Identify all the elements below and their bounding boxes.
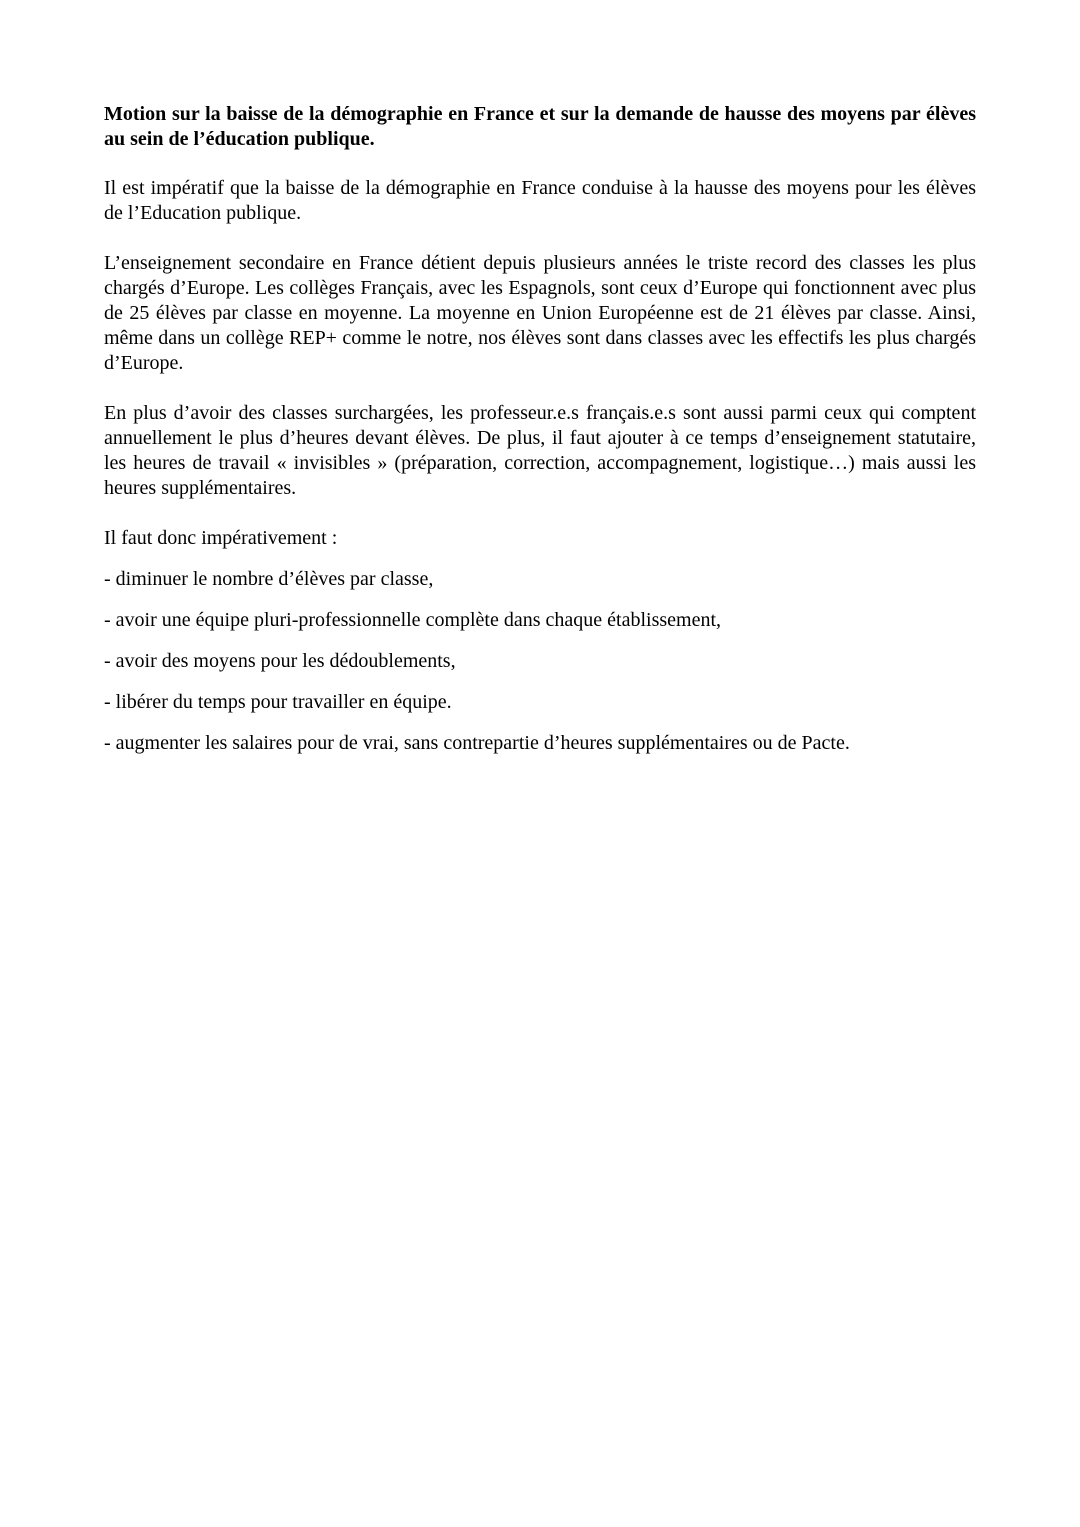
demands-list bbox=[104, 567, 976, 756]
list-item: - avoir des moyens pour les dédoublements, bbox=[104, 650, 456, 672]
list-item: - diminuer le nombre d’élèves par classe, bbox=[104, 568, 434, 590]
document-title: Motion sur la baisse de la démographie en France et sur la demande de hausse des moyens par élèves au sein de l’éducation publique. bbox=[104, 103, 976, 150]
paragraph-intro: Il est impératif que la baisse de la démographie en France conduise à la hausse des moyens pour les élèves de l’Education publique. bbox=[104, 177, 976, 224]
list-item: - libérer du temps pour travailler en équipe. bbox=[104, 691, 452, 713]
paragraph-class-size: L’enseignement secondaire en France détient depuis plusieurs années le triste record des classes les plus chargés d’Europe. Les collèges Français, avec les Espagnols, sont ceux d’Europe qui fonctionnent avec plus de 25 élèves par classe en moyenne. La moyenne en Union Européenne est de 21 élèves par classe. Ainsi, même dans un collège REP+ comme le notre, nos élèves sont dans classes avec les effectifs les plus chargés d’Europe. bbox=[104, 252, 976, 374]
paragraph-teaching-hours: En plus d’avoir des classes surchargées, les professeur.e.s français.e.s sont aussi parmi ceux qui comptent annuellement le plus d’heures devant élèves. De plus, il faut ajouter à ce temps d’enseignement statutaire, les heures de travail « invisibles » (préparation, correction, accompagnement, logistique…) mais aussi les heures supplémentaires. bbox=[104, 402, 976, 499]
list-item: - augmenter les salaires pour de vrai, sans contrepartie d’heures supplémentaires ou de Pacte. bbox=[104, 732, 850, 754]
demands-intro: Il faut donc impérativement : bbox=[104, 527, 338, 549]
list-item: - avoir une équipe pluri-professionnelle complète dans chaque établissement, bbox=[104, 609, 722, 631]
